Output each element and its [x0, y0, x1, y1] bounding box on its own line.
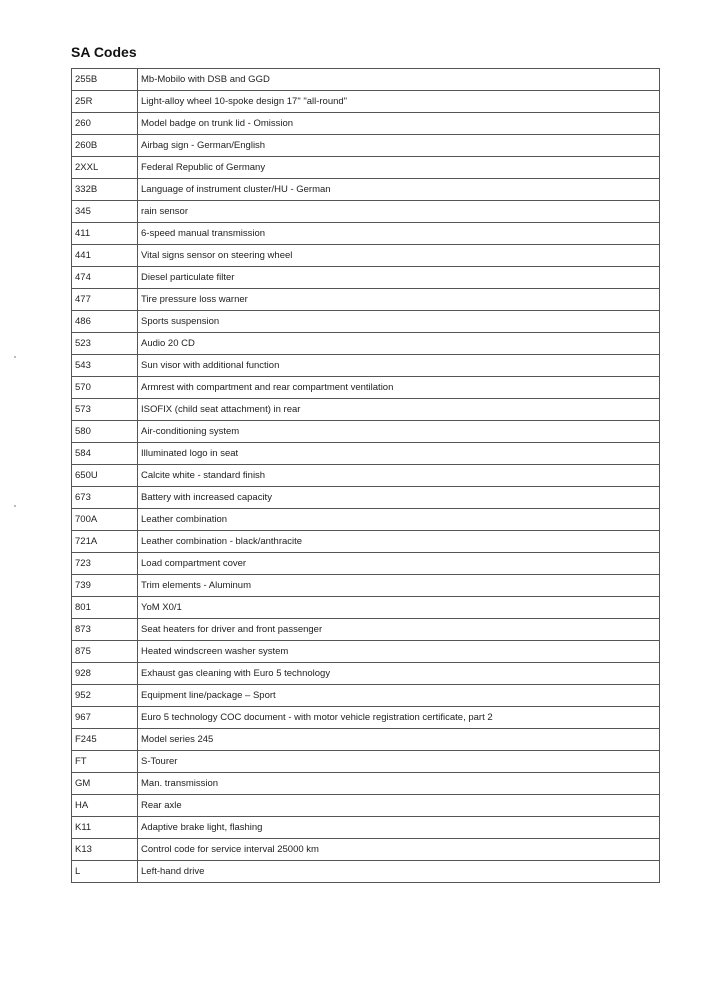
- sa-code-cell: F245: [72, 729, 138, 751]
- sa-code-cell: 580: [72, 421, 138, 443]
- table-row: [72, 421, 660, 443]
- sa-description-cell: S-Tourer: [138, 751, 660, 773]
- page-title: SA Codes: [71, 44, 137, 60]
- sa-code-cell: 873: [72, 619, 138, 641]
- sa-description-cell: Model badge on trunk lid - Omission: [138, 113, 660, 135]
- sa-code-cell: 260B: [72, 135, 138, 157]
- sa-code-cell: 25R: [72, 91, 138, 113]
- sa-code-cell: 928: [72, 663, 138, 685]
- table-row: [72, 531, 660, 553]
- table-row: [72, 707, 660, 729]
- table-row: [72, 773, 660, 795]
- table-row: [72, 509, 660, 531]
- sa-description-cell: Equipment line/package – Sport: [138, 685, 660, 707]
- sa-description-cell: Light-alloy wheel 10-spoke design 17" "all-round": [138, 91, 660, 113]
- table-row: [72, 443, 660, 465]
- sa-code-cell: 952: [72, 685, 138, 707]
- sa-description-cell: YoM X0/1: [138, 597, 660, 619]
- sa-code-cell: 486: [72, 311, 138, 333]
- sa-description-cell: Illuminated logo in seat: [138, 443, 660, 465]
- table-row: [72, 575, 660, 597]
- table-row: [72, 289, 660, 311]
- sa-code-cell: 584: [72, 443, 138, 465]
- sa-code-cell: GM: [72, 773, 138, 795]
- sa-code-cell: K13: [72, 839, 138, 861]
- table-row: [72, 333, 660, 355]
- sa-description-cell: Load compartment cover: [138, 553, 660, 575]
- table-row: [72, 267, 660, 289]
- sa-code-cell: HA: [72, 795, 138, 817]
- table-row: [72, 839, 660, 861]
- sa-description-cell: rain sensor: [138, 201, 660, 223]
- sa-code-cell: 573: [72, 399, 138, 421]
- sa-code-cell: 723: [72, 553, 138, 575]
- sa-code-cell: 650U: [72, 465, 138, 487]
- margin-dot: [14, 356, 16, 358]
- sa-description-cell: Adaptive brake light, flashing: [138, 817, 660, 839]
- table-row: [72, 311, 660, 333]
- sa-description-cell: Leather combination: [138, 509, 660, 531]
- sa-code-cell: 411: [72, 223, 138, 245]
- sa-code-cell: 332B: [72, 179, 138, 201]
- sa-code-cell: 801: [72, 597, 138, 619]
- sa-code-cell: L: [72, 861, 138, 883]
- sa-code-cell: 345: [72, 201, 138, 223]
- sa-description-cell: Language of instrument cluster/HU - German: [138, 179, 660, 201]
- sa-description-cell: Federal Republic of Germany: [138, 157, 660, 179]
- sa-code-cell: 260: [72, 113, 138, 135]
- sa-description-cell: Seat heaters for driver and front passenger: [138, 619, 660, 641]
- sa-description-cell: Diesel particulate filter: [138, 267, 660, 289]
- sa-code-cell: K11: [72, 817, 138, 839]
- sa-description-cell: Calcite white - standard finish: [138, 465, 660, 487]
- sa-description-cell: Air-conditioning system: [138, 421, 660, 443]
- table-row: [72, 179, 660, 201]
- sa-description-cell: Exhaust gas cleaning with Euro 5 technology: [138, 663, 660, 685]
- sa-code-cell: 441: [72, 245, 138, 267]
- sa-code-cell: 255B: [72, 69, 138, 91]
- sa-description-cell: Sports suspension: [138, 311, 660, 333]
- table-row: [72, 377, 660, 399]
- sa-description-cell: Sun visor with additional function: [138, 355, 660, 377]
- sa-code-cell: 673: [72, 487, 138, 509]
- table-row: [72, 399, 660, 421]
- sa-code-cell: 477: [72, 289, 138, 311]
- sa-description-cell: Leather combination - black/anthracite: [138, 531, 660, 553]
- sa-description-cell: Armrest with compartment and rear compartment ventilation: [138, 377, 660, 399]
- sa-description-cell: Left-hand drive: [138, 861, 660, 883]
- sa-code-cell: 739: [72, 575, 138, 597]
- sa-description-cell: Mb-Mobilo with DSB and GGD: [138, 69, 660, 91]
- sa-code-cell: 543: [72, 355, 138, 377]
- table-row: [72, 157, 660, 179]
- sa-description-cell: Airbag sign - German/English: [138, 135, 660, 157]
- sa-code-cell: 967: [72, 707, 138, 729]
- sa-description-cell: 6-speed manual transmission: [138, 223, 660, 245]
- sa-description-cell: Heated windscreen washer system: [138, 641, 660, 663]
- table-row: [72, 91, 660, 113]
- table-row: [72, 641, 660, 663]
- sa-code-cell: 570: [72, 377, 138, 399]
- sa-description-cell: ISOFIX (child seat attachment) in rear: [138, 399, 660, 421]
- table-row: [72, 795, 660, 817]
- sa-codes-table-body: [72, 69, 660, 883]
- sa-code-cell: 721A: [72, 531, 138, 553]
- table-row: [72, 135, 660, 157]
- sa-description-cell: Audio 20 CD: [138, 333, 660, 355]
- table-row: [72, 69, 660, 91]
- table-row: [72, 487, 660, 509]
- table-row: [72, 817, 660, 839]
- table-row: [72, 553, 660, 575]
- sa-description-cell: Euro 5 technology COC document - with motor vehicle registration certificate, part 2: [138, 707, 660, 729]
- sa-description-cell: Man. transmission: [138, 773, 660, 795]
- sa-code-cell: 700A: [72, 509, 138, 531]
- table-row: [72, 597, 660, 619]
- table-row: [72, 663, 660, 685]
- sa-description-cell: Model series 245: [138, 729, 660, 751]
- sa-description-cell: Battery with increased capacity: [138, 487, 660, 509]
- sa-description-cell: Control code for service interval 25000 km: [138, 839, 660, 861]
- sa-code-cell: 474: [72, 267, 138, 289]
- sa-codes-table: [71, 68, 660, 883]
- table-row: [72, 465, 660, 487]
- sa-description-cell: Trim elements - Aluminum: [138, 575, 660, 597]
- table-row: [72, 201, 660, 223]
- table-row: [72, 861, 660, 883]
- table-row: [72, 619, 660, 641]
- sa-code-cell: 523: [72, 333, 138, 355]
- sa-description-cell: Vital signs sensor on steering wheel: [138, 245, 660, 267]
- table-row: [72, 113, 660, 135]
- table-row: [72, 355, 660, 377]
- sa-description-cell: Tire pressure loss warner: [138, 289, 660, 311]
- table-row: [72, 729, 660, 751]
- table-row: [72, 223, 660, 245]
- table-row: [72, 245, 660, 267]
- table-row: [72, 685, 660, 707]
- sa-code-cell: 2XXL: [72, 157, 138, 179]
- table-row: [72, 751, 660, 773]
- sa-description-cell: Rear axle: [138, 795, 660, 817]
- sa-code-cell: 875: [72, 641, 138, 663]
- margin-dot: [14, 505, 16, 507]
- sa-code-cell: FT: [72, 751, 138, 773]
